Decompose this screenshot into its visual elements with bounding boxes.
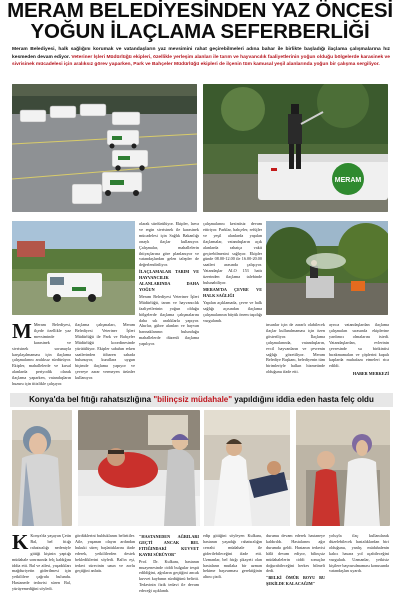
story2-headline-end: yapıldığını iddia eden hasta felç oldu [232,395,374,404]
story1-column-5: insanlar için de zararlı olabilecek ilaçlar kullanılmaması için özen gösteriliyor. İlaçlama çalışmalarında, vatandaşların, evcil hayvanların ve çevrenin sağlığı gözetiliyor. Meram Belediye Başkanı, belediyenin tüm birimleriyle halkın hizmetinde olduğunu ifade etti. [266,322,325,375]
story2-headline-highlight: "bilinçsiz müdahale" [153,395,233,404]
story2-column-4: edip gittiğini söyleyen Kulkanı, hastanın yaşadığı rahatsızlığın cerrahi müdahale ile giderilebileceğini ifade etti. Uzmanlar, bel fıtığı şikayeti olan hastaların mutlaka bir uzman hekime başvurması gerektiğinin altını çizdi. [203,533,262,580]
story1-column-2: ilaçlama çalışmaları, Meram Belediyesi Veteriner İşleri Müdürlüğü ile Park ve Bahçeler Müdürlüğü koordinesinde yürütülüyor. Ekipler sabahın erken saatlerinden itibaren sahada bulunuyor, kurallara uygun biçimde ilaçlama yapıyor ve çevreye zarar vermeyen ürünler kullanıyor. [75,322,135,381]
photo-hospital-woman-left [12,410,72,526]
story1-subheading-1: İLAÇLAMALAR TARIM VE HAYVANCILIK ALANLARINDA DAHA YOĞUN [139,269,199,292]
story1-column-3: olarak sürdürülüyor. Ekipler, larva ve ergin sivrisinek ile karasinek mücadelesi için Sağlık Bakanlığı onaylı ilaçlar kullanıyor. Çalışmalar, mahallelerin ihtiyaçlarına göre planlanıyor ve vatandaşlardan gelen talepler de değerlendiriliyor. İLAÇLAMALAR TARIM VE HAYVANCILIK ALANLARINDA DAHA YOĞUN Meram Belediyesi Veteriner İşleri Müdürlüğü, tarım ve hayvancılık faaliyetlerinin yoğun olduğu bölgelerde ilaçlama çalışmalarını daha sık aralıklarla yapıyor. Ahırlar, gübre alanları ve hayvan barınaklarının bulunduğu mahallelerde düzenli ilaçlama yapılıyor. [139,221,199,347]
photo-truck-field [12,221,135,315]
svg-text:MERAM: MERAM [334,177,362,184]
photo-hospital-patient [78,410,200,526]
story2-headline-start: Konya'da bel fıtığı rahatsızlığına [29,395,154,404]
byline: HABER MERKEZİ [352,371,389,377]
story2-headline-bar [10,393,393,407]
story2-column-5: durumu devam ederek hastaneye kaldırıldı. Hastalarım ağır durumda geldi. Hastanın tedavisi hâlâ devam ediyor, bilinçsiz müdahalelerin ciddi sonuçlar doğurabileceğini herkes bilmeli dedi. "BELKİ ÖMÜR BOYU BU ŞEKİLDE KALACAĞIM" [266,533,325,587]
photo-doctor-exam [204,410,290,526]
photo-parked-trucks [12,84,197,212]
story2-subheading-1: "HASTANEDEN AĞRILARI GEÇTİ ANCAK BEL FITIĞINDAKİ KUVVET KAYBI SÜRÜYOR" [139,534,199,557]
lede-body: Veteriner İşleri Müdürlüğü ekipleri, özellikle yerleşim alanları ile tarım ve hayvancılık faaliyetlerinin yoğun olduğu bölgelerde karasinek ve sivrisinek mücadelesi için aralıksız görev yaparken, Park ve Bahçeler Müdürlüğü ekipleri de ilçenin tüm kamusal yeşil alanlarında yoğun bir çalışma sergiliyor. [12,54,390,68]
story1-column-4: çalışmalarını kesintisiz devam ettiriyor. Parklar, bahçeler, refüjler ve yeşil alanlarda yapılan ilaçlamalar, vatandaşların açık alanlarda rahatça vakit geçirebilmesini sağlıyor. Ekipler günde 08.00-12.00 ile 16.00-20.00 saatleri arasında çalışıyor. Vatandaşlar ALO 153 hattı üzerinden ilaçlama talebinde bulunabiliyor. MERAM'DA ÇEVRE VE HALK SAĞLIĞI Yapılan açıklamada, çevre ve halk sağlığı açısından ilaçlama çalışmalarının büyük önem taşıdığı vurgulandı. [203,221,262,323]
story2-column-2: gördüklerini bulduklarını belirttiler. Aile, yaşanan olayın ardından hukuki süreç başlattıklarını ifade ederek, yetkililerden destek beklediklerini söyledi. Bal'ın eşi, tedavi sürecinin uzun ve zorlu geçtiğini anlattı. [75,533,135,574]
headline-line-2: YOĞUN İLAÇLAMA SEFERBERLİĞİ [30,20,370,43]
photo-tree-spraying [266,221,388,315]
story2-column-3: "HASTANEDEN AĞRILARI GEÇTİ ANCAK BEL FITIĞINDAKİ KUVVET KAYBI SÜRÜYOR" Prof. Dr. Kulkanı, hastanın muayenesinde ciddi bulgular tespit edildiğini, ağrıların geçtiğini ancak kuvvet kaybının sürdüğünü belirtti. Tedavinin fizik tedavi ile devam edeceği açıklandı. [139,534,199,594]
photo-mother-daughter [296,410,390,526]
lede-lead: Meram Belediyesi, halk sağlığını korumak ve vatandaşların yaz mevsimini rahat geçirebilmeleri adına bahar ile birlikte başladığı ilaçlama çalışmalarına hız kesmeden devam ediyor. [12,47,390,60]
story1-subheading-2: MERAM'DA ÇEVRE VE HALK SAĞLIĞI [203,286,262,298]
story2-column-1: K Konya'da yaşayan Çetin Bal, bel fıtığı rahatsızlığı nedeniyle gittiği kişinin yaptığı müdahale sonrasında felç kaldığını iddia etti. Bal ve ailesi, yaşadıkları mağduriyetin giderilmesi için yetkililere çağrıda bulundu. Hastanede tedavisi süren Bal, yürüyemediğini söyledi. [12,533,71,592]
story2-column-6: yoluyla ilaç kullanılarak düzelebilecek hastalıklardan biri olduğunu, yanlış müdahalenin kalıcı hasara yol açabileceğini vurguladı. Uzmanlar, yetkisiz kişilere başvurulmaması konusunda vatandaşları uyardı. [329,533,389,574]
story1-column-1: M Meram Belediyesi, ilçede özellikle yaz mevsiminde karasinek ve sivrisinek sorunuyla karşılaşılmaması için ilaçlama çalışmalarını aralıksız sürdürüyor. Ekipler, mahallelerde ve kırsal alanlarda periyodik olarak ilaçlama yaparken, vatandaşların huzuru için titizlikle çalışıyor. [12,322,71,387]
story2-subheading-2: "BELKİ ÖMÜR BOYU BU ŞEKİLDE KALACAĞIM" [266,575,325,587]
lede-paragraph [12,46,390,82]
headline-line-1: MERAM BELEDİYESİNDEN YAZ ÖNCESİ [7,0,393,22]
photo-spraying-worker [203,84,388,212]
story1-column-6: ayrıca vatandaşlardan ilaçlama çalışmaları sırasında ekiplerine yardımcı olmalarını istedi. Vatandaşlardan, evlerinin çevresinde su birikintisi bırakmamaları ve çöplerini kapalı kaplarda muhafaza etmeleri rica edildi. HABER MERKEZİ [329,322,389,377]
